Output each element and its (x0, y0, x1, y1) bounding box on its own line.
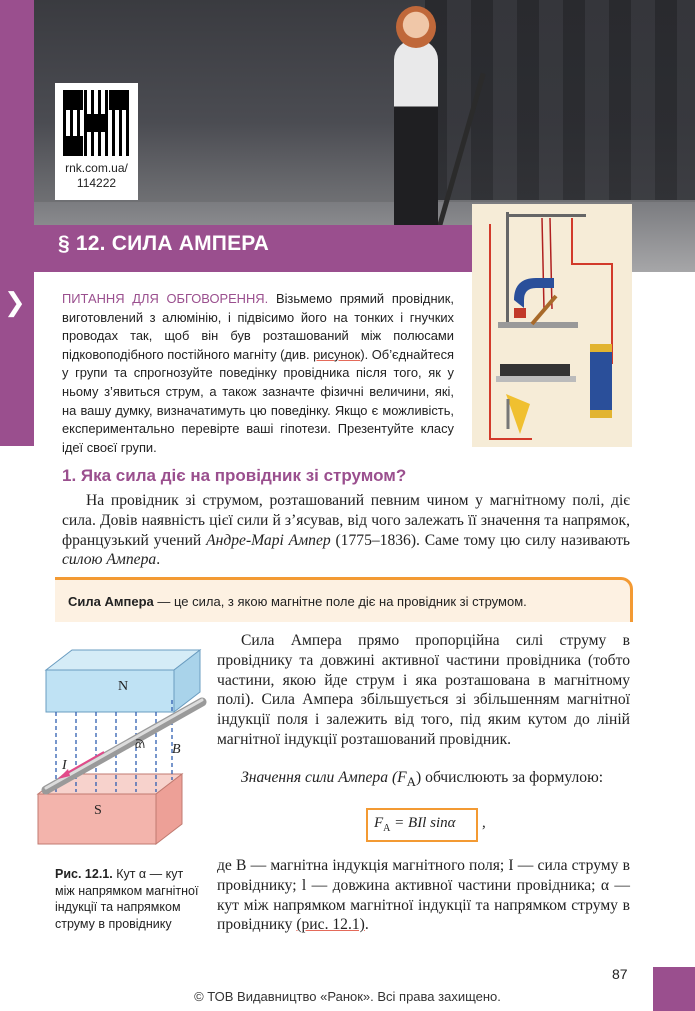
qr-code-icon[interactable] (63, 90, 129, 156)
qr-url[interactable] (55, 161, 138, 191)
figure-reference-link[interactable]: (рис. 12.1) (296, 916, 365, 934)
apparatus-illustration (472, 204, 632, 447)
chevron-right-icon: ❯ (4, 288, 26, 318)
p1-scientist-name: Андре-Марі Ампер (206, 531, 331, 549)
formula-rest: = BIl sinα (390, 815, 456, 831)
p3-close: ) (416, 769, 422, 786)
rider-body (394, 40, 438, 230)
current-label: I (62, 758, 67, 773)
margin-strip-top (0, 0, 34, 276)
chapter-title: § 12. СИЛА АМПЕРА (58, 232, 270, 255)
apparatus-drawing (472, 204, 632, 447)
qr-url-line1: rnk.com.ua/ (65, 161, 128, 175)
p3-symbol: (F (391, 769, 407, 786)
p3-rest: обчислюють за формулою: (421, 769, 604, 786)
p4-end: . (364, 916, 369, 934)
formula-f: F (374, 815, 384, 831)
discussion-paragraph (62, 290, 454, 457)
body-paragraph-4 (217, 856, 630, 935)
discussion-lead: ПИТАННЯ ДЛЯ ОБГОВОРЕННЯ. (62, 291, 269, 306)
qr-url-line2: 114222 (76, 176, 117, 190)
hero-building (425, 0, 695, 200)
figure-caption (55, 866, 205, 932)
p1-text-b: (1775–1836). Саме тому цю силу називають (330, 531, 630, 549)
body-paragraph-3 (217, 768, 630, 792)
pole-s-label: S (94, 803, 102, 818)
caption-label: Рис. 12.1. (55, 867, 113, 881)
definition-term: Сила Ампера (68, 594, 154, 609)
discussion-text-a: Візьмемо прямий провідник, виготовлений з алюмінію, і підвісимо його на тонких і гнучких проводах так, щоб він був розташований між полюсами підковоподібного постійного магніту (див. (62, 291, 454, 362)
body-paragraph-2: Сила Ампера прямо пропорційна силі струму в провіднику та довжині активної частини провідника (тобто частини, якою йде струм і яка розташована в магнітному полі). Сила Ампера збільшується зі збільшенням магнітної індукції поля і залежить від того, під яким кутом до ліній магнітної індукції розташований провідник. (217, 632, 630, 748)
caption-text: Кут α — кут між напрямком магнітної індукції та напрямком струму в провіднику (55, 867, 199, 931)
formula-sub: A (383, 823, 391, 834)
p1-text-c: . (156, 551, 161, 569)
body-paragraph-1 (62, 491, 630, 570)
discussion-figure-link[interactable]: рисунок (313, 346, 361, 362)
definition-text (68, 594, 527, 609)
page-number: 87 (612, 966, 628, 982)
formula-comma: , (482, 815, 486, 831)
induction-label: B⃗ (172, 742, 192, 757)
p3-italic: Значення сили Ампера (241, 769, 389, 786)
p4-text: де B — магнітна індукція магнітного поля; I — сила струму в провіднику; l — довжина активної частини провідника; α — кут між напрямком магнітної індукції та напрямком струму в провіднику (217, 857, 630, 934)
angle-label: α (135, 736, 142, 751)
p1-text-a: На провідник зі струмом, розташований певним чином у магнітному полі, діє сила. Довів наявність цієї сили й з’ясував, від чого залежать її значення та напрямок, французький учений (62, 492, 630, 549)
rider-head (396, 6, 436, 48)
copyright-footer: © ТОВ Видавництво «Ранок». Всі права захищено. (194, 989, 501, 1004)
section-title: 1. Яка сила діє на провідник зі струмом? (62, 466, 407, 485)
definition-body: — це сила, з якою магнітне поле діє на провідник зі струмом. (153, 594, 527, 609)
p3-sub: A (406, 774, 417, 790)
pole-n-label: N (118, 679, 129, 694)
p1-term: силою Ампера (62, 551, 157, 569)
discussion-text-b: ). Об’єднайтеся у групи та спрогнозуйте поведінку провідника після того, як у ньому з’явиться струм, а також зазначте фізичні величини, які, на вашу думку, визначатимуть цю поведінку. Якщо є можливість, експериментально перевірте ваші гіпотези. Презентуйте класу ідеї своєї групи. (62, 346, 454, 455)
formula (374, 815, 455, 834)
